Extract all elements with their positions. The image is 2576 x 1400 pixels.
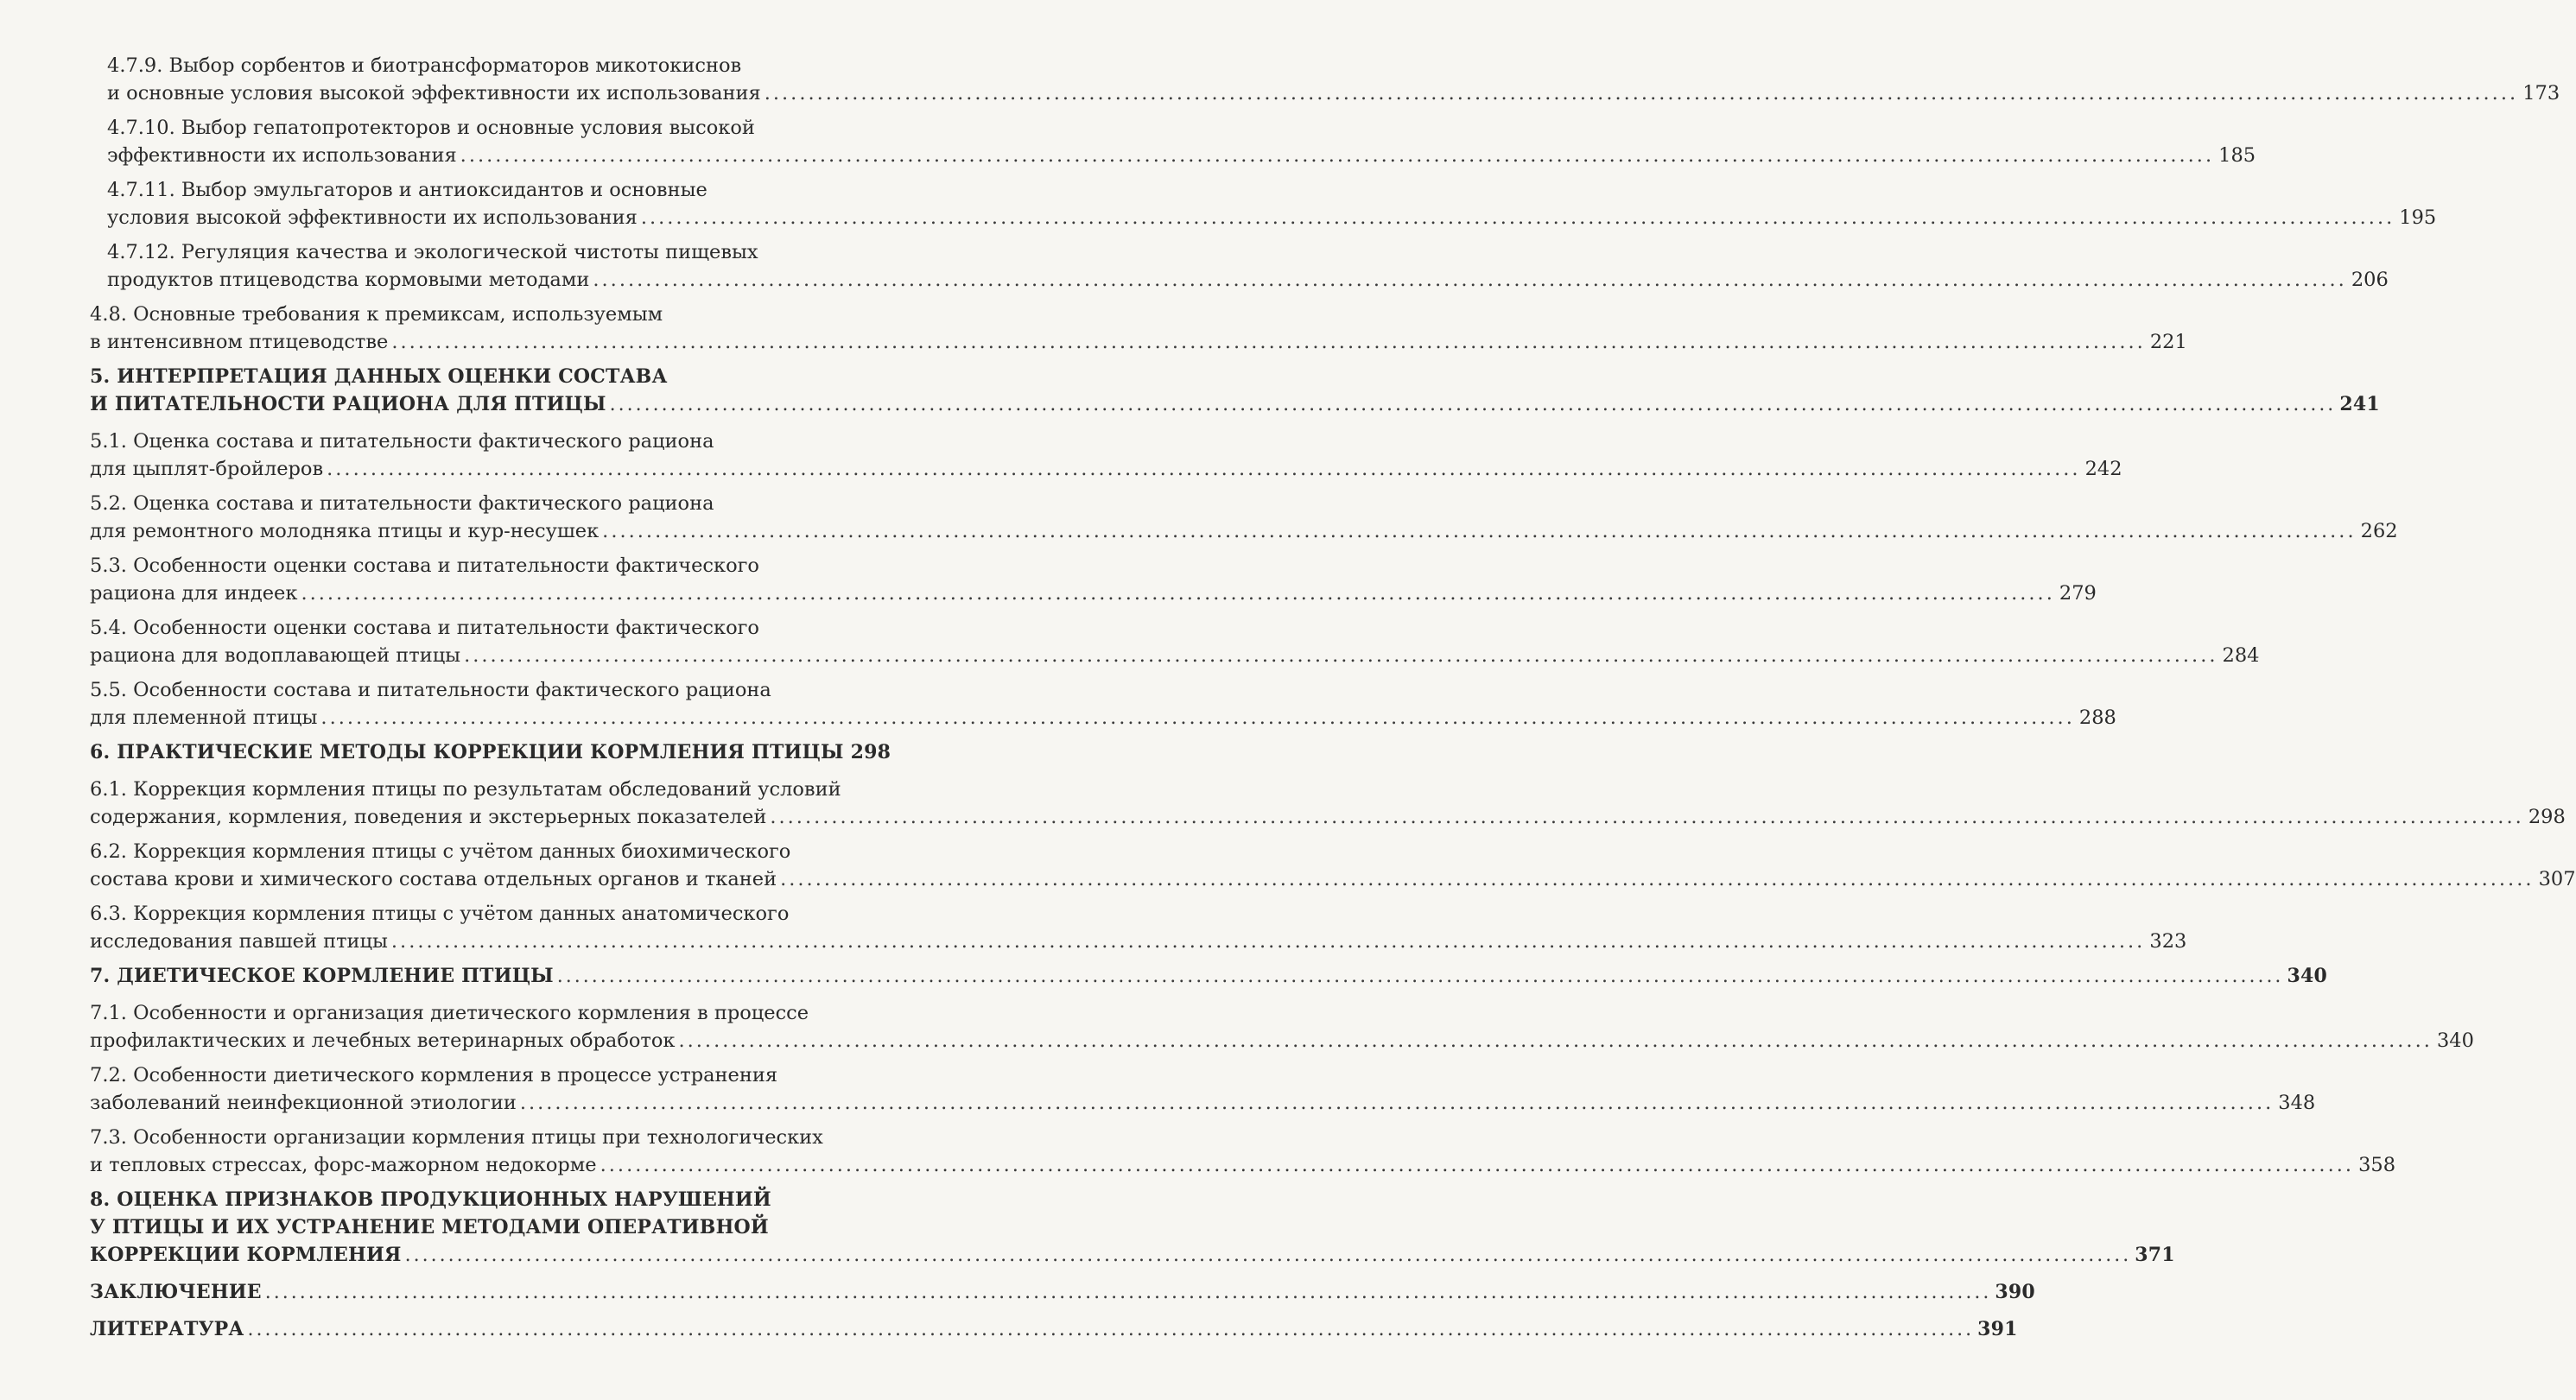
toc-entry-last-line <box>90 517 2398 545</box>
toc-chapter <box>90 363 2380 419</box>
toc-page-number: 195 <box>2399 206 2437 229</box>
toc-page-number: 221 <box>2149 331 2187 353</box>
toc-entry-title: профилактических и лечебных ветеринарных обработок <box>90 1029 676 1052</box>
toc-entry-last-line <box>107 266 2389 294</box>
toc-section <box>90 428 2122 483</box>
toc-entry-last-line <box>107 79 2560 107</box>
toc-entry-title: в интенсивном птицеводстве <box>90 331 389 353</box>
toc-entry-last-line <box>90 1315 2018 1344</box>
toc-entry-line: 4.7.10. Выбор гепатопротекторов и основные условия высокой <box>107 117 755 139</box>
toc-section <box>90 776 2566 831</box>
toc-entry-title: рациона для водоплавающей птицы <box>90 644 461 667</box>
toc-entry-line: 4.8. Основные требования к премиксам, используемым <box>90 303 663 326</box>
toc-entry-line: 5.1. Оценка состава и питательности фактического рациона <box>90 430 714 453</box>
toc-entry-last-line <box>90 580 2097 607</box>
table-of-contents <box>0 52 2576 1352</box>
toc-entry-last-line <box>90 738 891 767</box>
toc-page-number: 241 <box>2339 393 2380 415</box>
toc-entry-last-line <box>90 328 2187 356</box>
toc-entry-line: 5. ИНТЕРПРЕТАЦИЯ ДАННЫХ ОЦЕНКИ СОСТАВА <box>90 365 668 388</box>
toc-page-number: 288 <box>2078 706 2116 729</box>
toc-section <box>90 1061 2316 1117</box>
toc-section <box>90 614 2260 669</box>
dot-leader: ........................................................................................................................................................................................................ <box>464 644 2218 667</box>
toc-section <box>107 176 2437 231</box>
toc-entry-line: У ПТИЦЫ И ИХ УСТРАНЕНИЕ МЕТОДАМИ ОПЕРАТИВНОЙ <box>90 1216 769 1238</box>
dot-leader: ........................................................................................................................................................................................................ <box>556 966 2284 987</box>
toc-entry-title: содержания, кормления, поведения и экстерьерных показателей <box>90 806 767 828</box>
toc-entry-last-line <box>90 962 2327 991</box>
dot-leader: ........................................................................................................................................................................................................ <box>593 269 2347 291</box>
dot-leader: ........................................................................................................................................................................................................ <box>264 1282 1992 1303</box>
toc-page-number: 298 <box>850 741 891 763</box>
toc-section <box>90 900 2187 955</box>
toc-entry-title: эффективности их использования <box>107 144 457 167</box>
toc-entry-last-line <box>90 1241 2175 1270</box>
toc-page-number: 340 <box>2287 965 2327 987</box>
toc-entry-last-line <box>90 803 2566 831</box>
toc-page-number: 348 <box>2278 1092 2316 1114</box>
toc-entry-last-line <box>90 865 2576 893</box>
toc-entry-title: ЗАКЛЮЧЕНИЕ <box>90 1281 262 1303</box>
toc-entry-title: И ПИТАТЕЛЬНОСТИ РАЦИОНА ДЛЯ ПТИЦЫ <box>90 393 606 415</box>
toc-entry-title: продуктов птицеводства кормовыми методами <box>107 269 590 291</box>
toc-section <box>107 52 2560 107</box>
dot-leader: ........................................................................................................................................................................................................ <box>609 394 2337 415</box>
dot-leader: ........................................................................................................................................................................................................ <box>320 706 2075 729</box>
toc-entry-line: 4.7.11. Выбор эмульгаторов и антиоксидантов и основные <box>107 179 707 201</box>
toc-page-number: 340 <box>2436 1029 2474 1052</box>
toc-page-number: 262 <box>2360 520 2398 542</box>
dot-leader: ........................................................................................................................................................................................................ <box>770 806 2524 828</box>
toc-entry-last-line <box>107 204 2437 231</box>
dot-leader: ........................................................................................................................................................................................................ <box>678 1029 2433 1052</box>
toc-entry-line: 6.1. Коррекция кормления птицы по результатам обследований условий <box>90 778 841 801</box>
toc-page-number: 358 <box>2358 1154 2396 1176</box>
toc-page-number: 307 <box>2538 868 2576 890</box>
toc-section <box>90 676 2116 732</box>
toc-section <box>90 1124 2396 1179</box>
toc-entry-title: для ремонтного молодняка птицы и кур-несушек <box>90 520 600 542</box>
toc-section <box>90 552 2097 607</box>
toc-entry-title: для цыплят-бройлеров <box>90 458 324 480</box>
dot-leader: ........................................................................................................................................................................................................ <box>780 868 2535 890</box>
dot-leader: ........................................................................................................................................................................................................ <box>640 206 2395 229</box>
toc-entry-title: состава крови и химического состава отдельных органов и тканей <box>90 868 777 890</box>
toc-entry-line: 5.2. Оценка состава и питательности фактического рациона <box>90 492 714 515</box>
toc-page-number: 323 <box>2149 930 2187 953</box>
toc-section <box>90 301 2187 356</box>
dot-leader: ........................................................................................................................................................................................................ <box>600 1154 2355 1176</box>
toc-entry-last-line <box>90 1151 2396 1179</box>
toc-page-number: 284 <box>2222 644 2260 667</box>
toc-entry-last-line <box>90 928 2187 955</box>
toc-entry-last-line <box>90 1278 2035 1307</box>
toc-page-number: 279 <box>2059 582 2097 605</box>
toc-page-number: 173 <box>2522 82 2560 105</box>
toc-chapter <box>90 738 891 767</box>
toc-section <box>107 238 2389 294</box>
toc-entry-title: 7. ДИЕТИЧЕСКОЕ КОРМЛЕНИЕ ПТИЦЫ <box>90 965 554 987</box>
toc-entry-title: и тепловых стрессах, форс-мажорном недокорме <box>90 1154 597 1176</box>
toc-entry-line: 5.5. Особенности состава и питательности фактического рациона <box>90 679 771 701</box>
dot-leader: ........................................................................................................................................................................................................ <box>327 458 2081 480</box>
toc-entry-title: ЛИТЕРАТУРА <box>90 1318 244 1340</box>
toc-entry-line: 5.4. Особенности оценки состава и питательности фактического <box>90 617 759 639</box>
toc-page-number: 206 <box>2351 269 2389 291</box>
toc-entry-line: 7.1. Особенности и организация диетического кормления в процессе <box>90 1002 809 1024</box>
toc-page-number: 371 <box>2135 1244 2175 1266</box>
toc-chapter <box>90 1315 2018 1344</box>
toc-entry-title: рациона для индеек <box>90 582 298 605</box>
toc-section <box>90 838 2576 893</box>
toc-entry-line: 7.2. Особенности диетического кормления в процессе устранения <box>90 1064 778 1086</box>
toc-section <box>107 114 2256 169</box>
toc-entry-last-line <box>90 704 2116 732</box>
toc-entry-last-line <box>90 1027 2474 1055</box>
toc-page-number: 391 <box>1977 1318 2018 1340</box>
dot-leader: ........................................................................................................................................................................................................ <box>301 582 2055 605</box>
toc-chapter <box>90 1278 2035 1307</box>
toc-section <box>90 490 2398 545</box>
toc-entry-line: 5.3. Особенности оценки состава и питательности фактического <box>90 554 759 577</box>
toc-entry-line: 6.3. Коррекция кормления птицы с учётом данных анатомического <box>90 903 790 925</box>
toc-entry-title: КОРРЕКЦИИ КОРМЛЕНИЯ <box>90 1244 402 1266</box>
toc-entry-last-line <box>90 455 2122 483</box>
toc-entry-last-line <box>90 1089 2316 1117</box>
toc-entry-title: и основные условия высокой эффективности их использования <box>107 82 761 105</box>
toc-page-number: 242 <box>2084 458 2122 480</box>
toc-page-number: 298 <box>2528 806 2566 828</box>
dot-leader: ........................................................................................................................................................................................................ <box>460 144 2215 167</box>
toc-entry-line: 8. ОЦЕНКА ПРИЗНАКОВ ПРОДУКЦИОННЫХ НАРУШЕНИЙ <box>90 1188 771 1211</box>
dot-leader: ........................................................................................................................................................................................................ <box>602 520 2357 542</box>
toc-page-number: 390 <box>1995 1281 2035 1303</box>
toc-entry-last-line <box>90 642 2260 669</box>
toc-entry-title: условия высокой эффективности их использования <box>107 206 638 229</box>
dot-leader: ........................................................................................................................................................................................................ <box>247 1319 1975 1340</box>
toc-entry-title: исследования павшей птицы <box>90 930 388 953</box>
toc-chapter <box>90 962 2327 991</box>
toc-entry-line: 4.7.12. Регуляция качества и экологической чистоты пищевых <box>107 241 758 263</box>
dot-leader: ........................................................................................................................................................................................................ <box>404 1245 2132 1266</box>
toc-entry-line: 7.3. Особенности организации кормления птицы при технологических <box>90 1126 823 1149</box>
toc-section <box>90 999 2474 1055</box>
toc-entry-title: для племенной птицы <box>90 706 318 729</box>
dot-leader: ........................................................................................................................................................................................................ <box>764 82 2519 105</box>
toc-chapter <box>90 1186 2175 1270</box>
dot-leader: ........................................................................................................................................................................................................ <box>391 331 2146 353</box>
toc-entry-title: заболеваний неинфекционной этиологии <box>90 1092 517 1114</box>
toc-entry-title: 6. ПРАКТИЧЕСКИЕ МЕТОДЫ КОРРЕКЦИИ КОРМЛЕНИЯ ПТИЦЫ <box>90 741 844 763</box>
toc-page-number: 185 <box>2218 144 2256 167</box>
dot-leader: ........................................................................................................................................................................................................ <box>519 1092 2275 1114</box>
toc-entry-line: 4.7.9. Выбор сорбентов и биотрансформаторов микотокиснов <box>107 54 742 77</box>
toc-entry-line: 6.2. Коррекция кормления птицы с учётом данных биохимического <box>90 840 791 863</box>
toc-entry-last-line <box>107 142 2256 169</box>
dot-leader: ........................................................................................................................................................................................................ <box>390 930 2146 953</box>
toc-entry-last-line <box>90 390 2380 419</box>
